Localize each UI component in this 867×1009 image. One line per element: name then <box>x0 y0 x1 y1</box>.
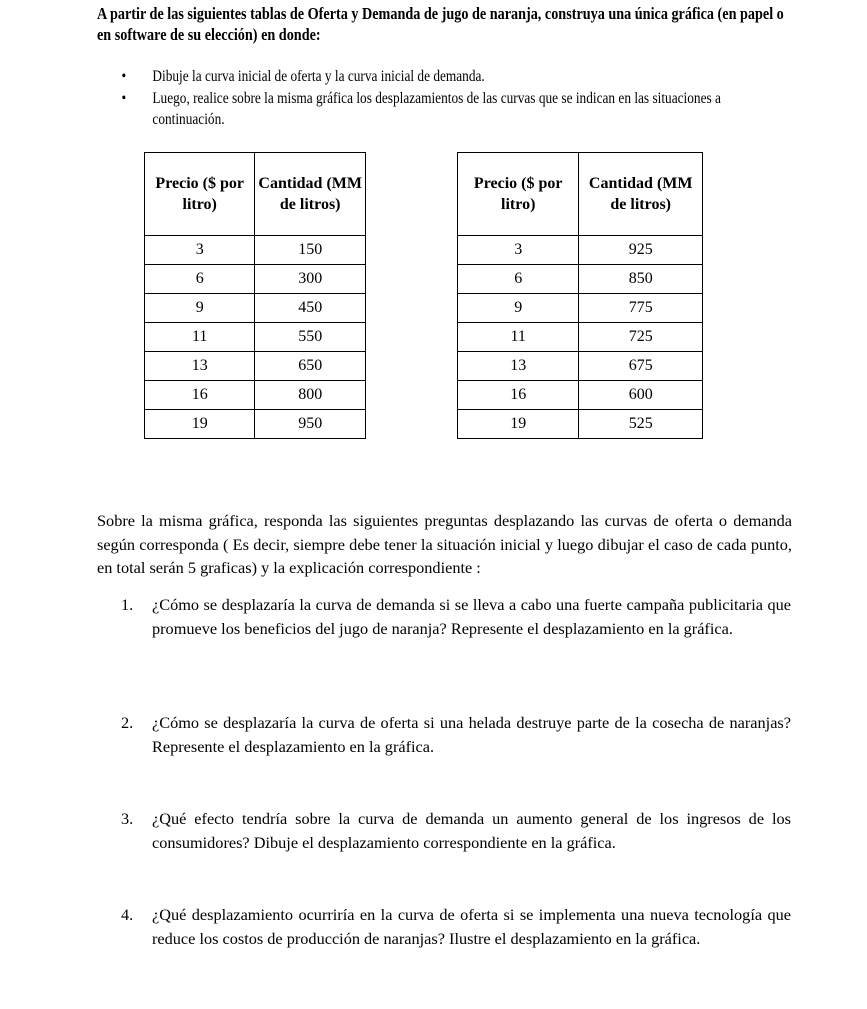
bullet-item <box>118 88 789 130</box>
quantity-cell: 775 <box>579 294 703 323</box>
table-row <box>458 381 703 410</box>
bullet-icon: • <box>121 68 127 85</box>
table-row <box>145 410 366 439</box>
question-number: 3. <box>121 809 134 828</box>
price-cell: 3 <box>458 236 579 265</box>
question-text: ¿Qué desplazamiento ocurriría en la curva de oferta si se implementa una nueva tecnología que reduce los costos de producción de naranjas? Ilustre el desplazamiento en la gráfica. <box>152 905 791 948</box>
question-item <box>121 593 791 640</box>
price-cell: 16 <box>145 381 255 410</box>
quantity-cell: 800 <box>255 381 366 410</box>
question-item <box>121 807 791 854</box>
bullet-text: Dibuje la curva inicial de oferta y la curva inicial de demanda. <box>152 68 485 85</box>
quantity-cell: 925 <box>579 236 703 265</box>
table-row <box>458 265 703 294</box>
demand-table <box>457 152 703 439</box>
question-number: 2. <box>121 713 134 732</box>
table-row <box>145 265 366 294</box>
table-row <box>458 236 703 265</box>
question-text: ¿Cómo se desplazaría la curva de demanda si se lleva a cabo una fuerte campaña publicitaria que promueve los beneficios del jugo de naranja? Represente el desplazamiento en la gráfica. <box>152 595 791 638</box>
table-row <box>458 410 703 439</box>
question-item <box>121 711 791 758</box>
price-cell: 9 <box>458 294 579 323</box>
price-cell: 13 <box>458 352 579 381</box>
quantity-cell: 675 <box>579 352 703 381</box>
price-cell: 13 <box>145 352 255 381</box>
table-header-row <box>458 153 703 236</box>
question-item <box>121 903 791 950</box>
quantity-cell: 150 <box>255 236 366 265</box>
quantity-cell: 950 <box>255 410 366 439</box>
price-cell: 6 <box>458 265 579 294</box>
price-cell: 3 <box>145 236 255 265</box>
price-cell: 9 <box>145 294 255 323</box>
quantity-cell: 525 <box>579 410 703 439</box>
quantity-header: Cantidad (MM de litros) <box>579 153 703 236</box>
quantity-cell: 725 <box>579 323 703 352</box>
price-cell: 11 <box>145 323 255 352</box>
price-header: Precio ($ por litro) <box>458 153 579 236</box>
table-row <box>458 323 703 352</box>
table-row <box>145 352 366 381</box>
table-header-row <box>145 153 366 236</box>
quantity-cell: 850 <box>579 265 703 294</box>
quantity-cell: 650 <box>255 352 366 381</box>
quantity-cell: 300 <box>255 265 366 294</box>
supply-table <box>144 152 366 439</box>
quantity-cell: 450 <box>255 294 366 323</box>
instruction-bullets <box>118 66 789 131</box>
bullet-icon: • <box>121 90 127 107</box>
quantity-cell: 600 <box>579 381 703 410</box>
price-header: Precio ($ por litro) <box>145 153 255 236</box>
quantity-cell: 550 <box>255 323 366 352</box>
price-cell: 6 <box>145 265 255 294</box>
bullet-text: Luego, realice sobre la misma gráfica los desplazamientos de las curvas que se indican en las situaciones a continuación. <box>152 90 721 128</box>
question-number: 4. <box>121 905 134 924</box>
table-row <box>145 381 366 410</box>
instructions-paragraph: Sobre la misma gráfica, responda las siguientes preguntas desplazando las curvas de oferta o demanda según corresponda ( Es decir, siempre debe tener la situación inicial y luego dibujar el caso de cada punto, en total serán 5 graficas) y la explicación correspondiente : <box>97 511 792 577</box>
price-cell: 19 <box>458 410 579 439</box>
table-row <box>145 323 366 352</box>
table-row <box>145 236 366 265</box>
price-cell: 11 <box>458 323 579 352</box>
question-text: ¿Cómo se desplazaría la curva de oferta si una helada destruye parte de la cosecha de naranjas? Represente el desplazamiento en la gráfica. <box>152 713 791 756</box>
bullet-item <box>118 66 789 87</box>
table-row <box>458 352 703 381</box>
price-cell: 19 <box>145 410 255 439</box>
table-row <box>458 294 703 323</box>
price-cell: 16 <box>458 381 579 410</box>
question-number: 1. <box>121 595 134 614</box>
assignment-heading: A partir de las siguientes tablas de Oferta y Demanda de jugo de naranja, construya una única gráfica (en papel o en software de su elección) en donde: <box>97 4 784 44</box>
question-text: ¿Qué efecto tendría sobre la curva de demanda un aumento general de los ingresos de los consumidores? Dibuje el desplazamiento correspondiente en la gráfica. <box>152 809 791 852</box>
quantity-header: Cantidad (MM de litros) <box>255 153 366 236</box>
table-row <box>145 294 366 323</box>
